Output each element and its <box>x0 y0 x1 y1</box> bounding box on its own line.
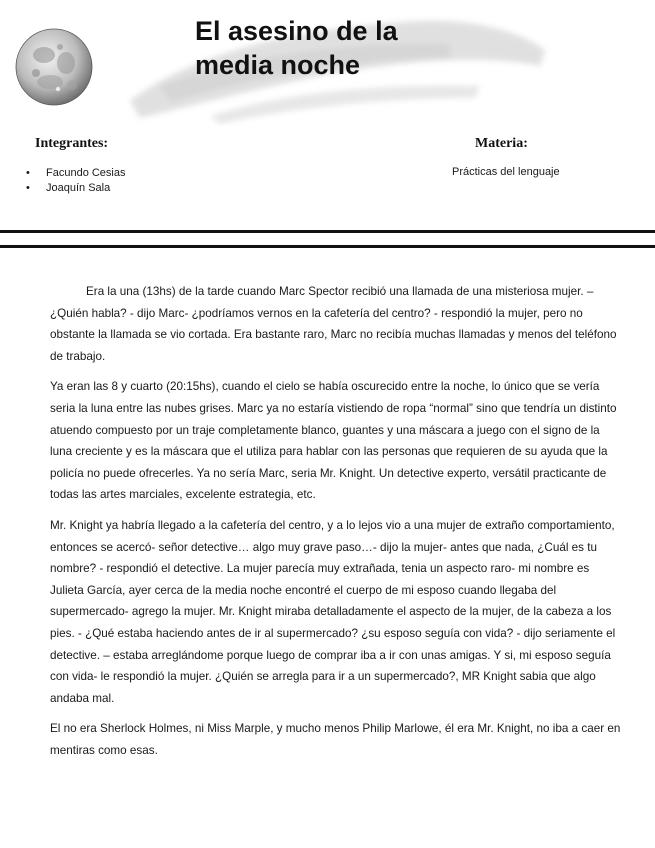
document-title <box>195 14 398 82</box>
story-paragraph: Mr. Knight ya habría llegado a la cafetería del centro, y a lo lejos vio a una mujer de extraño comportamiento, entonces se acercó- señor detective… algo muy grave paso…- dijo la mujer- antes que nada, ¿Cuál es tu nombre? - respondió el detective. La mujer parecía muy extrañada, tenia un aspecto raro- mi nombre es Julieta García, ayer cerca de la media noche encontré el cuerpo de mi esposo cuando llegaba del supermercado- agrego la mujer. Mr. Knight miraba detalladamente el aspecto de la mujer, de la cabeza a los pies. - ¿Qué estaba haciendo antes de ir al supermercado? ¿su esposo seguía con vida? - dijo seriamente el detective. – estaba arreglándome porque luego de comprar iba a ir con unas amigas. Y si, mi esposo seguía con vida- le respondió la mujer. ¿Quién se arregla para ir a un supermercado?, MR Knight sabia que algo andaba mal. <box>50 518 616 705</box>
moon-icon <box>14 27 94 107</box>
title-line-1: El asesino de la <box>195 16 398 46</box>
subject-heading: Materia: <box>475 136 528 151</box>
divider-bottom <box>0 245 655 248</box>
divider-top <box>0 230 655 233</box>
subject-value: Prácticas del lenguaje <box>452 166 560 178</box>
story-paragraph: Ya eran las 8 y cuarto (20:15hs), cuando el cielo se había oscurecido entre la noche, lo único que se vería seria la luna entre las nubes grises. Marc ya no estaría vistiendo de ropa “normal” sino que tendría un distinto atuendo compuesto por un traje completamente blanco, guantes y una máscara a juego con el signo de la luna creciente y es la máscara que el utiliza para hablar con las personas que requieren de su ayuda que la policía no puede ofrecerles. Ya no sería Marc, seria Mr. Knight. Un detective experto, versátil practicante de todas las artes marciales, excelente estrategia, etc. <box>50 380 617 502</box>
story-body <box>50 281 622 770</box>
members-heading: Integrantes: <box>35 136 109 151</box>
story-paragraph: Era la una (13hs) de la tarde cuando Marc Spector recibió una llamada de una misteriosa mujer. – ¿Quién habla? - dijo Marc- ¿podríamos vernos en la cafetería del centro? - respondió la mujer, pero no obstante la llamada se vio cortada. Era bastante raro, Marc no recibía muchas llamadas y menos del teléfono de trabajo. <box>50 285 617 363</box>
members-list <box>26 166 126 196</box>
member-item: • Joaquín Sala <box>26 181 126 196</box>
title-line-2: media noche <box>195 50 361 80</box>
story-paragraph: El no era Sherlock Holmes, ni Miss Marple, y mucho menos Philip Marlowe, él era Mr. Knight, no iba a caer en mentiras como esas. <box>50 722 621 757</box>
member-item: • Facundo Cesias <box>26 166 126 181</box>
